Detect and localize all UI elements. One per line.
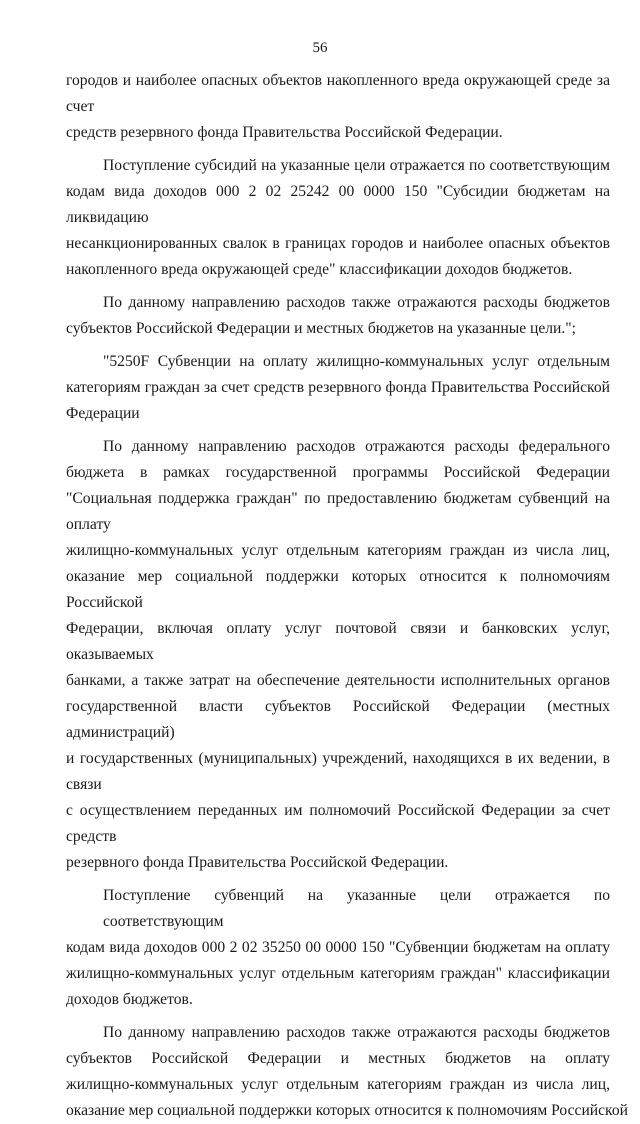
text-line: Поступление субсидий на указанные цели отражается по соответствующим [103, 157, 610, 174]
page-number: 56 [312, 40, 328, 56]
text-line: Поступление субвенций на указанные цели отражается по соответствующим [103, 887, 610, 930]
text-line: По данному направлению расходов отражаются расходы федерального [103, 438, 610, 455]
text-line: бюджета в рамках государственной программы Российской Федерации [66, 464, 610, 481]
text-line: По данному направлению расходов также отражаются расходы бюджетов [103, 294, 610, 311]
text-line: кодам вида доходов 000 2 02 25242 00 0000 150 "Субсидии бюджетам на ликвидацию [66, 183, 610, 226]
text-line: банками, а также затрат на обеспечение деятельности исполнительных органов [66, 672, 610, 689]
text-line: Федерации, включая оплату услуг почтовой связи и банковских услуг, оказываемых [66, 620, 610, 663]
text-line: жилищно-коммунальных услуг отдельным категориям граждан" классификации [66, 965, 610, 982]
text-line: и государственных (муниципальных) учреждений, находящихся в их ведении, в связи [66, 750, 610, 793]
text-line: субъектов Российской Федерации и местных бюджетов на указанные цели."; [66, 320, 577, 337]
paragraph [66, 1020, 628, 1124]
text-line: резервного фонда Правительства Российской Федерации. [66, 854, 449, 871]
text-line: жилищно-коммунальных услуг отдельным категориям граждан из числа лиц, [66, 1076, 610, 1093]
text-line: субъектов Российской Федерации и местных бюджетов на оплату [66, 1050, 610, 1067]
text-line: кодам вида доходов 000 2 02 35250 00 0000 150 "Субвенции бюджетам на оплату [66, 939, 610, 956]
paragraph [66, 883, 610, 1013]
paragraph [66, 290, 610, 342]
text-line: с осуществлением переданных им полномочий Российской Федерации за счет средств [66, 802, 610, 845]
text-line: государственной власти субъектов Российской Федерации (местных администраций) [66, 698, 610, 741]
text-line: категориям граждан за счет средств резервного фонда Правительства Российской [66, 379, 610, 396]
paragraph [66, 153, 610, 283]
text-line: доходов бюджетов. [66, 991, 193, 1008]
text-line: Федерации [66, 405, 140, 422]
paragraph [66, 434, 610, 876]
text-line: По данному направлению расходов также отражаются расходы бюджетов [103, 1024, 610, 1041]
text-line: средств резервного фонда Правительства Российской Федерации. [66, 124, 503, 141]
text-line: оказание мер социальной поддержки которых относится к полномочиям Российской [66, 1102, 628, 1119]
text-line: жилищно-коммунальных услуг отдельным категориям граждан из числа лиц, [66, 542, 610, 559]
text-line: несанкционированных свалок в границах городов и наиболее опасных объектов [66, 235, 610, 252]
document-body [66, 68, 628, 1124]
text-line: накопленного вреда окружающей среде" классификации доходов бюджетов. [66, 261, 573, 278]
text-line: "5250F Субвенции на оплату жилищно-коммунальных услуг отдельным [103, 353, 610, 370]
paragraph [66, 349, 610, 427]
text-line: "Социальная поддержка граждан" по предоставлению бюджетам субвенций на оплату [66, 490, 610, 533]
text-line: оказание мер социальной поддержки которых относится к полномочиям Российской [66, 568, 610, 611]
text-line: городов и наиболее опасных объектов накопленного вреда окружающей среде за счет [66, 72, 610, 115]
paragraph [66, 68, 610, 146]
